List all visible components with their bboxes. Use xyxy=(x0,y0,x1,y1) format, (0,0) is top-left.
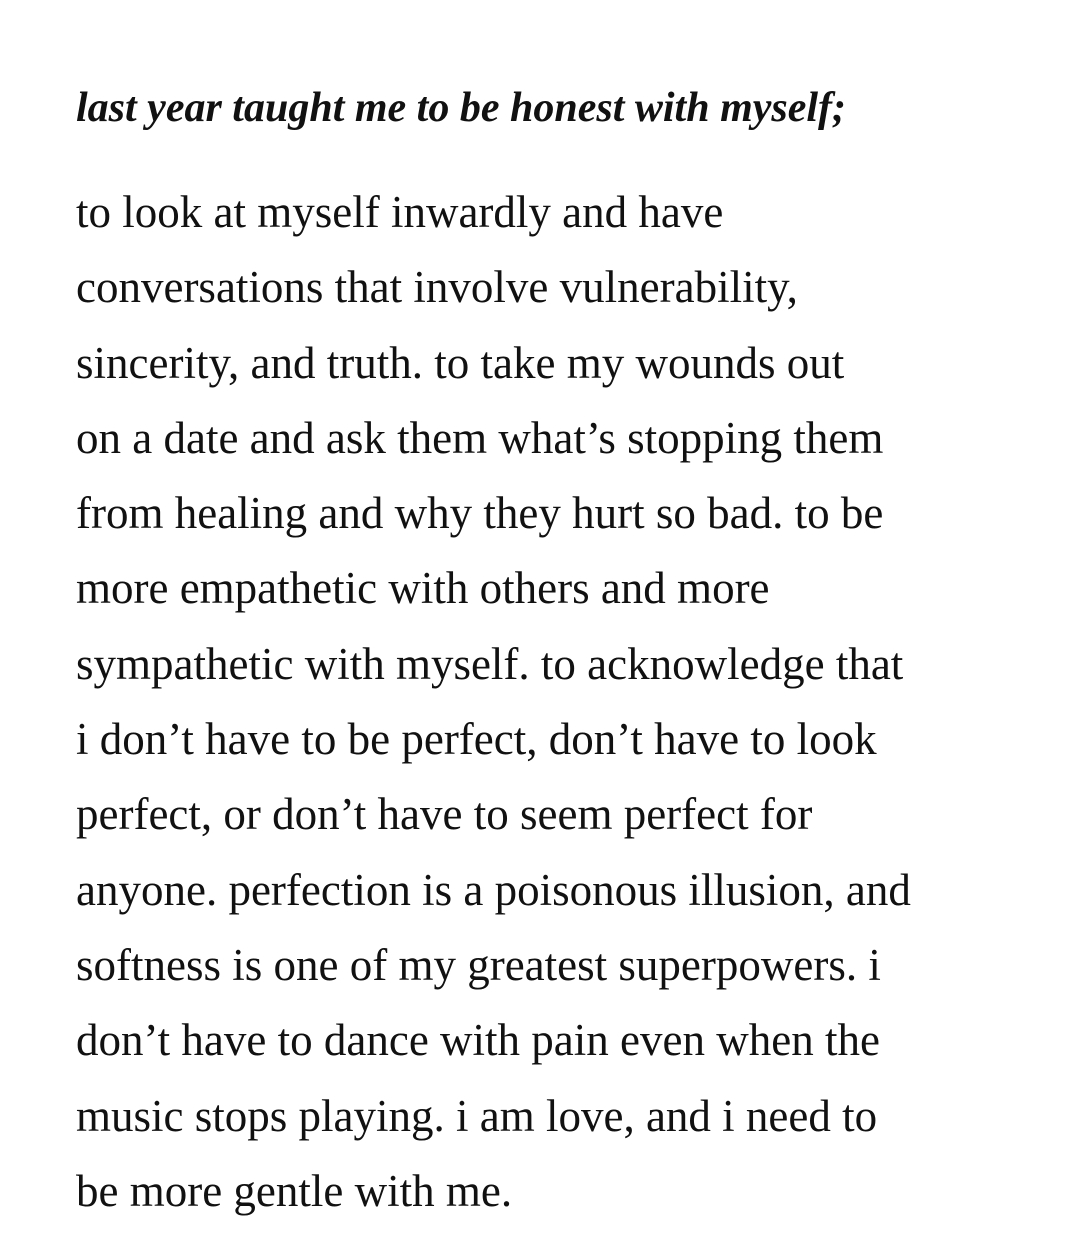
poem-line: sincerity, and truth. to take my wounds out xyxy=(76,337,845,388)
poem-line: i don’t have to be perfect, don’t have to look xyxy=(76,714,877,765)
poem-body xyxy=(76,182,1036,1236)
poem-line: conversations that involve vulnerability, xyxy=(76,262,798,313)
poem-line: to look at myself inwardly and have xyxy=(76,187,724,237)
poem-line: be more gentle with me. xyxy=(76,1165,513,1216)
poem-line: don’t have to dance with pain even when the xyxy=(76,1015,880,1066)
poem-line: more empathetic with others and more xyxy=(76,563,770,614)
poem-line: softness is one of my greatest superpowers. i xyxy=(76,939,881,990)
poem-line: perfect, or don’t have to seem perfect for xyxy=(76,789,813,840)
poem-line: sympathetic with myself. to acknowledge that xyxy=(76,638,904,689)
poem-line: music stops playing. i am love, and i need to xyxy=(76,1090,878,1141)
poem-line: from healing and why they hurt so bad. to be xyxy=(76,488,884,539)
poem-heading: last year taught me to be honest with myself; xyxy=(76,85,847,131)
poem-line: anyone. perfection is a poisonous illusion, and xyxy=(76,864,911,915)
poem-line: on a date and ask them what’s stopping them xyxy=(76,412,884,463)
